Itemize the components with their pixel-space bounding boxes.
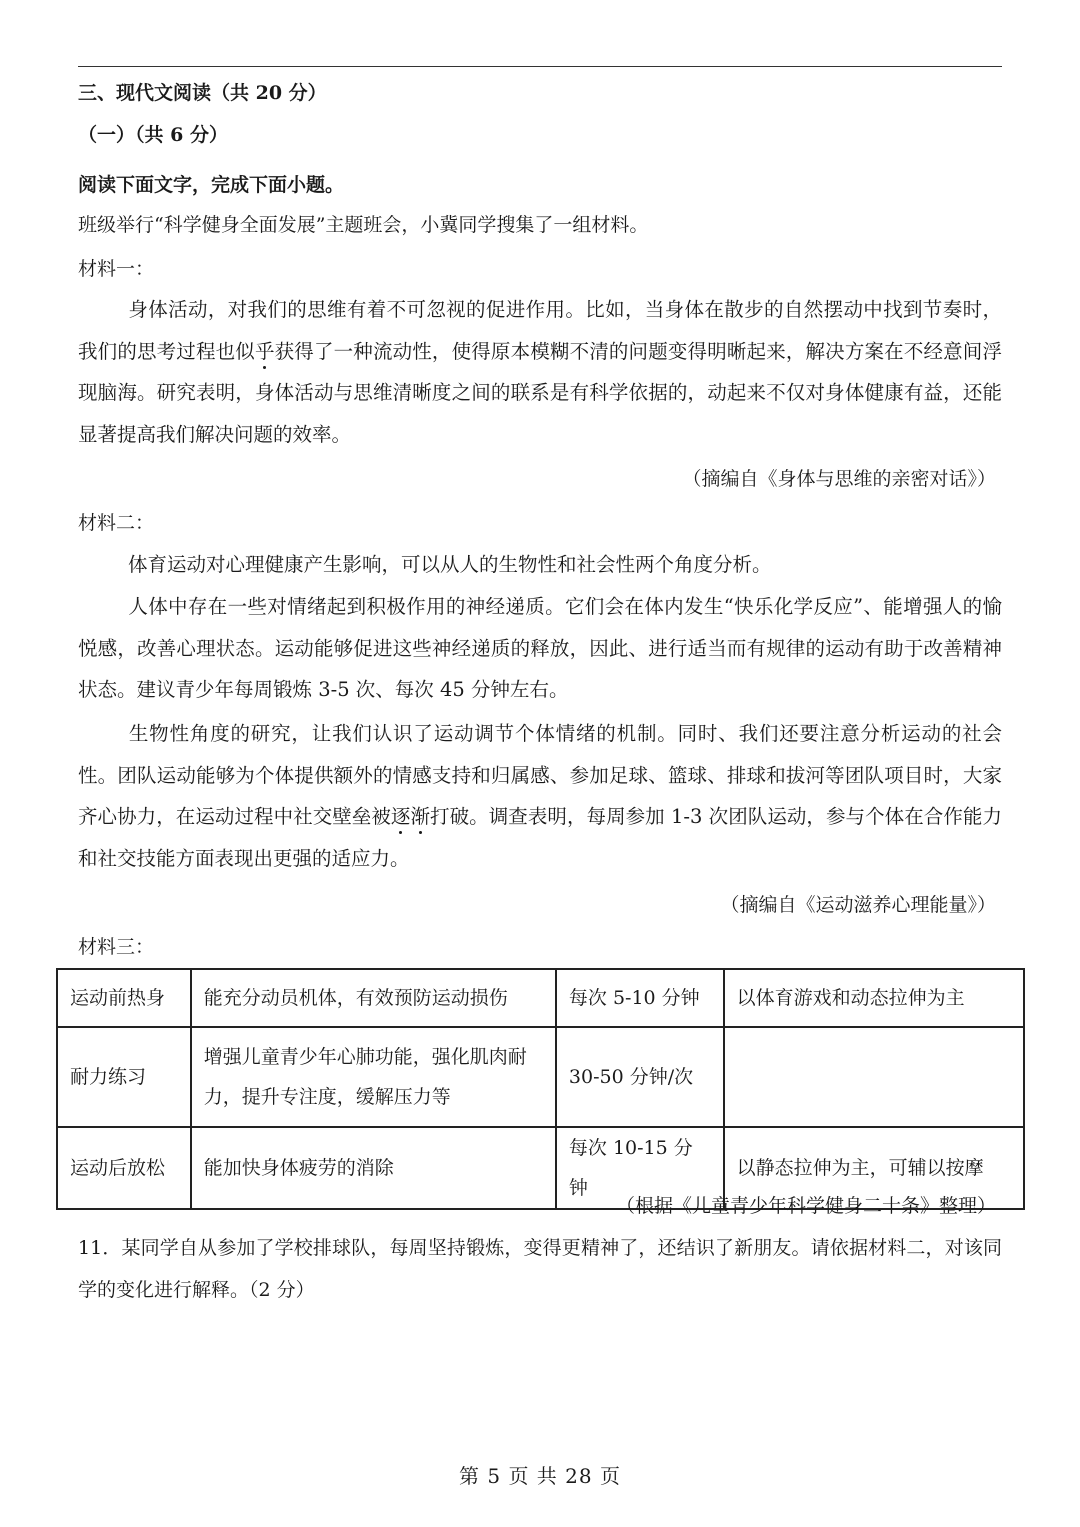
emphasis-char: 渐 bbox=[410, 805, 431, 828]
table-row bbox=[57, 1027, 1024, 1127]
emphasis-char: 乎 bbox=[254, 339, 275, 363]
table-row bbox=[57, 969, 1024, 1027]
material3-source: （根据《儿童青少年科学健身二十条》整理） bbox=[615, 1195, 996, 1217]
material3-label: 材料三： bbox=[78, 936, 155, 958]
question-11 bbox=[78, 1228, 1002, 1311]
page-footer: 第 5 页 共 28 页 bbox=[459, 1464, 621, 1488]
table-cell: 每次 5-10 分钟 bbox=[556, 969, 724, 1027]
question-11-text: 11．某同学自从参加了学校排球队，每周坚持锻炼，变得更精神了，还结识了新朋友。请依据材料二，对该同学的变化进行解释。（2 分） bbox=[78, 1237, 1002, 1301]
material2-p2 bbox=[78, 586, 1002, 711]
material2-p3 bbox=[78, 713, 1002, 879]
material2-p2-text: 人体中存在一些对情绪起到积极作用的神经递质。它们会在体内发生“快乐化学反应”、能增强人的愉悦感，改善心理状态。运动能够促进这些神经递质的释放，因此、进行适当而有规律的运动有助于改善精神状态。建议青少年每周锻炼 3-5 次、每次 45 分钟左右。 bbox=[78, 595, 1002, 701]
material2-p3-text-a: 生物性角度的研究，让我们认识了运动调节个体情绪的机制。同时、我们还要注意分析运动的社会性。团队运动能够为个体提供额外的情感支持和归属感、参加足球、篮球、排球和拔河等团队项目时，大家齐心协力，在运动过程中社交壁垒被 bbox=[78, 722, 1002, 828]
material1-body bbox=[78, 289, 1002, 455]
material1-source: （摘编自《身体与思维的亲密对话》） bbox=[682, 468, 996, 490]
table-cell: 增强儿童青少年心肺功能，强化肌肉耐力，提升专注度，缓解压力等 bbox=[191, 1027, 556, 1127]
material1-label: 材料一： bbox=[78, 258, 155, 280]
section-subtitle: （一）（共 6 分） bbox=[78, 124, 228, 146]
intro-text: 班级举行“科学健身全面发展”主题班会，小冀同学搜集了一组材料。 bbox=[78, 214, 649, 236]
table-cell: 运动前热身 bbox=[57, 969, 191, 1027]
material3-table bbox=[56, 968, 1025, 1210]
section-title: 三、现代文阅读（共 20 分） bbox=[78, 82, 327, 104]
table-cell: 每次 10-15 分钟 bbox=[556, 1127, 724, 1209]
table-cell: 30-50 分钟/次 bbox=[556, 1027, 724, 1127]
material1-text-a: 身体活动，对我们的思维有着不可忽视的促进作用。比如，当身体在散步的自然摆动中找到节奏时，我们的思考过程也似 bbox=[78, 298, 1002, 363]
material2-source: （摘编自《运动滋养心理能量》） bbox=[720, 894, 996, 916]
instruction: 阅读下面文字，完成下面小题。 bbox=[78, 174, 345, 196]
table-cell: 运动后放松 bbox=[57, 1127, 191, 1209]
table-cell: 以静态拉伸为主，可辅以按摩 bbox=[724, 1127, 1024, 1209]
material2-label: 材料二： bbox=[78, 512, 155, 534]
table-cell: 能充分动员机体，有效预防运动损伤 bbox=[191, 969, 556, 1027]
table-cell: 耐力练习 bbox=[57, 1027, 191, 1127]
material1-text-b: 获得了一种流动性，使得原本模糊不清的问题变得明晰起来，解决方案在不经意间浮现脑海。研究表明，身体活动与思维清晰度之间的联系是有科学依据的，动起来不仅对身体健康有益，还能显著提高我们解决问题的效率。 bbox=[78, 339, 1002, 446]
material2-p1-text: 体育运动对心理健康产生影响，可以从人的生物性和社会性两个角度分析。 bbox=[128, 553, 772, 576]
table-cell: 以体育游戏和动态拉伸为主 bbox=[724, 969, 1024, 1027]
material2-p1 bbox=[78, 544, 1002, 586]
top-rule bbox=[78, 66, 1002, 67]
table-cell bbox=[724, 1027, 1024, 1127]
table-cell: 能加快身体疲劳的消除 bbox=[191, 1127, 556, 1209]
emphasis-char: 逐 bbox=[390, 805, 411, 828]
material2-p3-text-b: 打破。调查表明，每周参加 1-3 次团队运动，参与个体在合作能力和社交技能方面表现出更强的适应力。 bbox=[78, 805, 1002, 870]
